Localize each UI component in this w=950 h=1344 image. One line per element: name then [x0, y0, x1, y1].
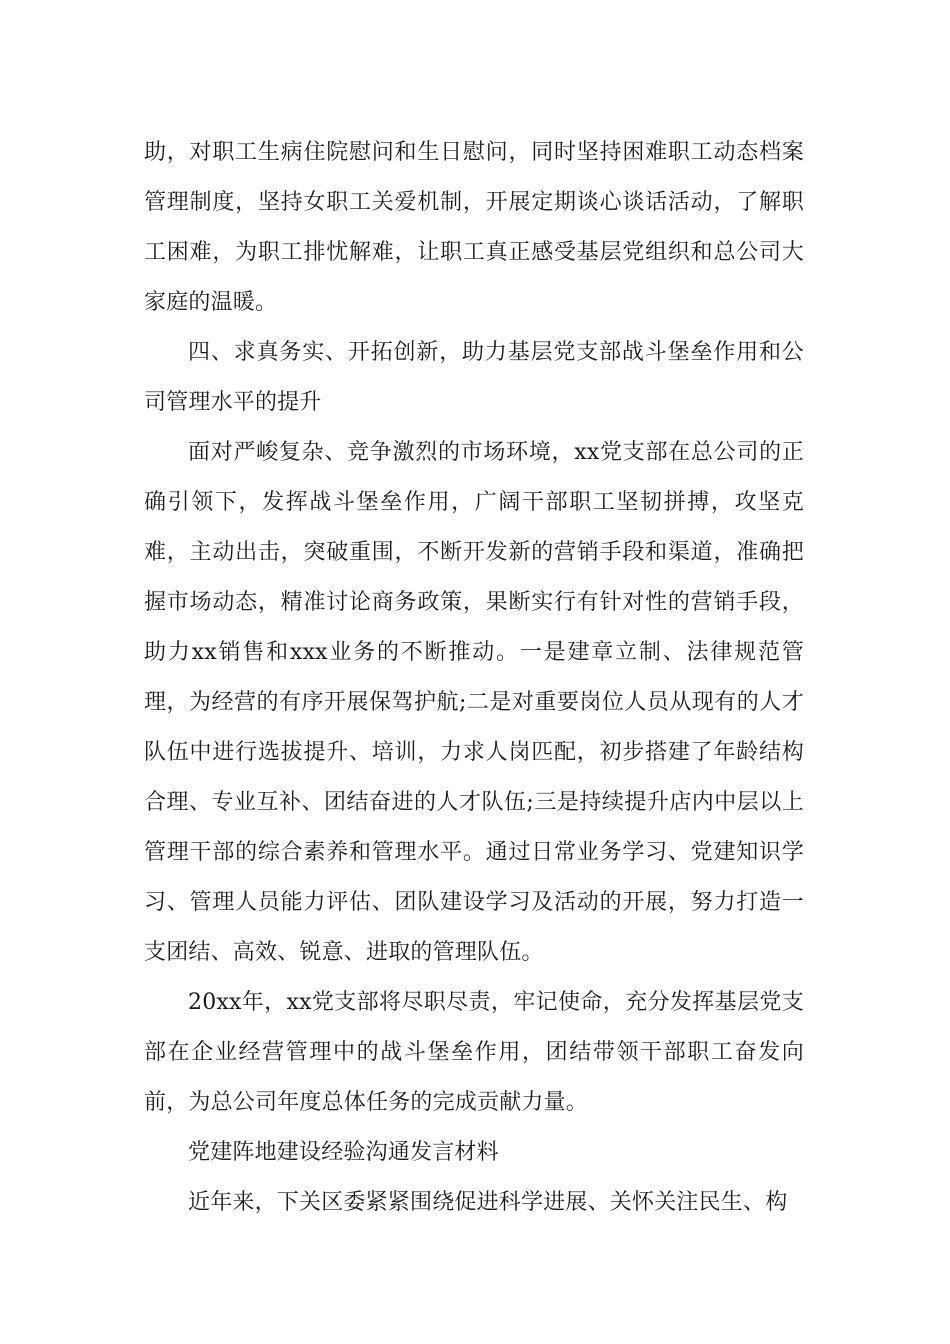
paragraph-market-environment: 面对严峻复杂、竞争激烈的市场环境，xx党支部在总公司的正确引领下，发挥战斗堡垒作用，广阔干部职工坚韧拼搏，攻坚克难，主动出击，突破重围，不断开发新的营销手段和渠道，准确把握市场动态，精准讨论商务政策，果断实行有针对性的营销手段，助力xx销售和xxx业务的不断推动。一是建章立制、法律规范管理，为经营的有序开展保驾护航;二是对重要岗位人员从现有的人才队伍中进行选拔提升、培训，力求人岗匹配，初步搭建了年龄结构合理、专业互补、团结奋进的人才队伍;三是持续提升店内中层以上管理干部的综合素养和管理水平。通过日常业务学习、党建知识学习、管理人员能力评估、团队建设学习及活动的开展，努力打造一支团结、高效、锐意、进取的管理队伍。	[144, 440, 804, 965]
document-body	[144, 128, 804, 1228]
article-title: 党建阵地建设经验沟通发言材料	[188, 1140, 499, 1165]
paragraph-continuation: 助，对职工生病住院慰问和生日慰问，同时坚持困难职工动态档案管理制度，坚持女职工关爱机制，开展定期谈心谈话活动，了解职工困难，为职工排忧解难，让职工真正感受基层党组织和总公司大家庭的温暖。	[144, 140, 804, 315]
section-heading-four: 四、求真务实、开拓创新，助力基层党支部战斗堡垒作用和公司管理水平的提升	[144, 340, 804, 415]
paragraph-year-outlook: 20xx年，xx党支部将尽职尽责，牢记使命，充分发挥基层党支部在企业经营管理中的战斗堡垒作用，团结带领干部职工奋发向前，为总公司年度总体任务的完成贡献力量。	[144, 990, 804, 1115]
paragraph-intro: 近年来，下关区委紧紧围绕促进科学进展、关怀关注民生、构	[188, 1190, 788, 1215]
